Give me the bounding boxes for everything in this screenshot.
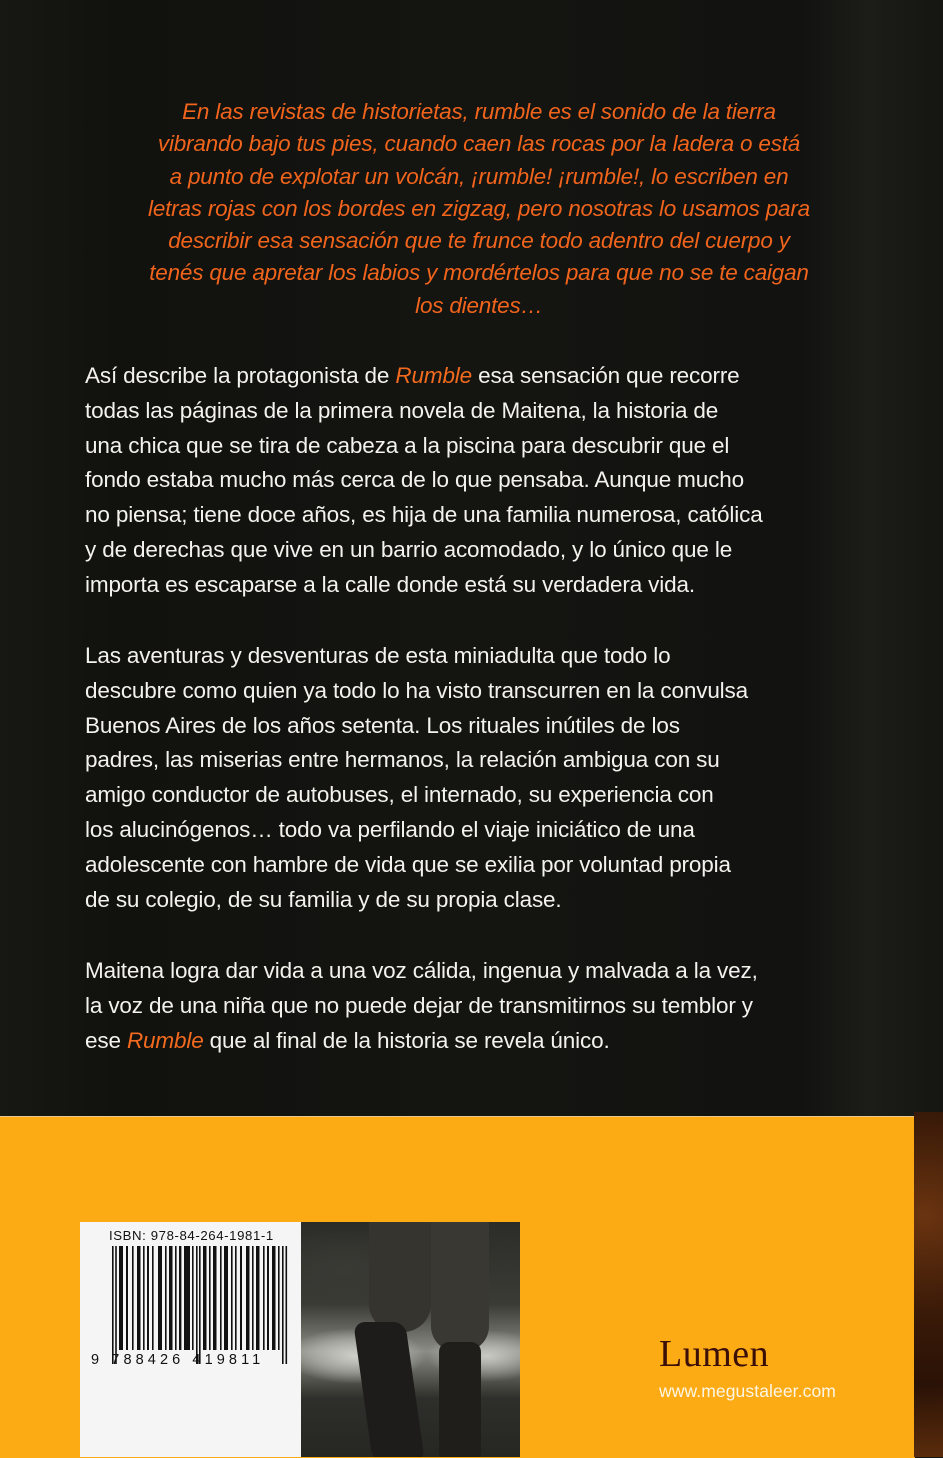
- paragraph-line: la voz de una niña que no puede dejar de transmitirnos su temblor y: [85, 992, 753, 1018]
- synopsis-paragraph-3: [85, 954, 885, 1058]
- quote-line: vibrando bajo tus pies, cuando caen las rocas por la ladera o está: [157, 131, 801, 157]
- paragraph-line: padres, las miserias entre hermanos, la relación ambigua con su: [85, 747, 720, 773]
- paragraph-line: Las aventuras y desventuras de esta miniadulta que todo lo: [85, 643, 671, 668]
- paragraph-line: descubre como quien ya todo lo ha visto transcurren en la convulsa: [85, 677, 748, 703]
- quote-line: En las revistas de historietas, rumble es el sonido de la tierra: [182, 99, 776, 124]
- cover-photo-legs: [301, 1222, 520, 1457]
- paragraph-line: una chica que se tira de cabeza a la piscina para descubrir que el: [85, 432, 730, 458]
- text-span: Así describe la protagonista de: [85, 363, 396, 388]
- book-title-highlight: Rumble: [395, 363, 473, 388]
- barcode-icon: [112, 1246, 292, 1364]
- publisher-logo: Lumen: [659, 1333, 770, 1375]
- ean-digits: 9 788426 419811: [91, 1352, 265, 1368]
- paragraph-line: adolescente con hambre de vida que se exilia por voluntad propia: [85, 851, 731, 877]
- synopsis-paragraph-2: [85, 639, 885, 917]
- paragraph-line: fondo estaba mucho más cerca de lo que pensaba. Aunque mucho: [85, 467, 744, 493]
- photo-thigh-right: [431, 1222, 489, 1352]
- paragraph-line: amigo conductor de autobuses, el internado, su experiencia con: [85, 782, 714, 808]
- epigraph-quote: [96, 96, 862, 322]
- photo-thigh-left: [369, 1222, 431, 1332]
- paragraph-line: Buenos Aires de los años setenta. Los rituales inútiles de los: [85, 712, 680, 738]
- paragraph-line: [85, 1024, 885, 1059]
- spine-edge: [914, 1112, 943, 1457]
- text-span: esa sensación que recorre: [472, 363, 740, 388]
- publisher-url[interactable]: www.megustaleer.com: [659, 1381, 836, 1401]
- quote-line: letras rojas con los bordes en zigzag, pero nosotras lo usamos para: [148, 195, 810, 221]
- barcode-label: [80, 1222, 301, 1457]
- text-span: que al final de la historia se revela único.: [203, 1027, 610, 1053]
- isbn-text: ISBN: 978-84-264-1981-1: [109, 1228, 274, 1243]
- paragraph-line: importa es escaparse a la calle donde está su verdadera vida.: [85, 571, 695, 597]
- paragraph-line: los alucinógenos… todo va perfilando el viaje iniciático de una: [85, 816, 695, 842]
- book-title-highlight: Rumble: [126, 1027, 204, 1053]
- quote-line: describir esa sensación que te frunce todo adentro del cuerpo y: [168, 228, 790, 254]
- quote-line: tenés que apretar los labios y mordértelos para que no se te caigan: [149, 260, 809, 286]
- paragraph-line: [85, 359, 885, 394]
- quote-line: a punto de explotar un volcán, ¡rumble! ¡rumble!, lo escriben en: [169, 163, 789, 189]
- photo-sock-left: [353, 1322, 425, 1457]
- synopsis-paragraph-1: [85, 359, 885, 603]
- paragraph-line: todas las páginas de la primera novela de Maitena, la historia de: [85, 397, 719, 423]
- paragraph-line: Maitena logra dar vida a una voz cálida, ingenua y malvada a la vez,: [85, 958, 758, 983]
- paragraph-line: de su colegio, de su familia y de su propia clase.: [85, 886, 562, 912]
- photo-sock-right: [439, 1342, 481, 1457]
- paragraph-line: no piensa; tiene doce años, es hija de una familia numerosa, católica: [85, 502, 763, 528]
- paragraph-line: y de derechas que vive en un barrio acomodado, y lo único que le: [85, 536, 733, 562]
- text-span: ese: [85, 1027, 127, 1053]
- quote-line: los dientes…: [415, 292, 543, 318]
